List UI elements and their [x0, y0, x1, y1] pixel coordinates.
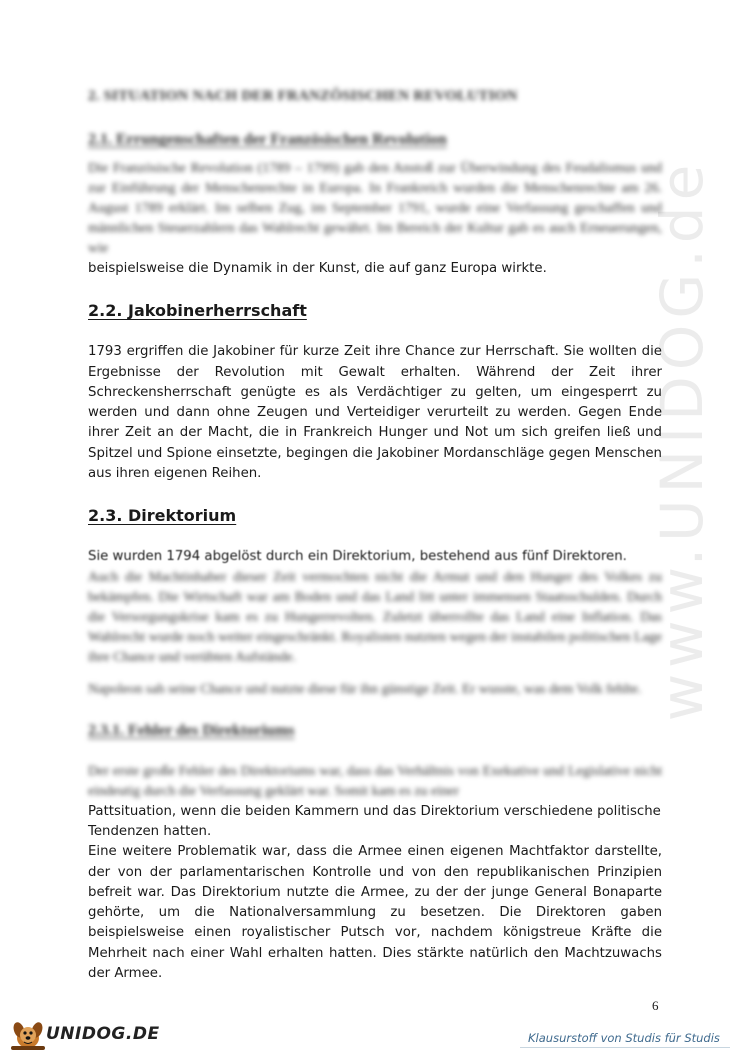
heading-jakobinerherrschaft: 2.2. Jakobinerherrschaft [88, 301, 307, 321]
heading-fehler-direktorium: 2.3.1. Fehler des Direktoriums [88, 721, 295, 739]
paragraph-errungenschaften-blurred: Die Französische Revolution (1789 – 1799) gab den Anstoß zur Überwindung des Feudalismus und zur Einführung der Menschenrechte in Europa. In Frankreich wurden die Menschenrechte am 26. August 1789 erklärt. Im selben Zug, im September 1791, wurde eine Verfassung geschaffen und männlichen Steuerzahlern das Wahlrecht gewährt. Im Bereich der Kultur gab es auch Erneuerungen, wie [88, 161, 662, 256]
paragraph-errungenschaften-visible: beispielsweise die Dynamik in der Kunst, die auf ganz Europa wirkte. [88, 261, 547, 276]
watermark: www.UNIDOG.de [648, 158, 716, 722]
page-number: 6 [652, 998, 659, 1013]
section-title: 2. SITUATION NACH DER FRANZÖSISCHEN REVOLUTION [88, 88, 518, 104]
paragraph-armee: Eine weitere Problematik war, dass die Armee einen eigenen Machtfaktor darstellte, der von der parlamentarischen Kontrolle und von den republikanischen Prinzipien befreit war. Das Direktorium nutzte die Armee, zu der der junge General Bonaparte gehörte, um die Nationalversammlung zu besetzen. Die Direktoren gaben beispielsweise einen royalistischer Putsch vor, nachdem königstreue Kräfte die Mehrheit nach einer Wahl erhalten hatten. Dies stärkte natürlich den Machtzuwachs der Armee. [88, 844, 662, 982]
paragraph-napoleon-blurred: Napoleon sah seine Chance und nutzte diese für ihn günstige Zeit. Er wusste, was dem Volk fehlte. [88, 681, 642, 697]
footer-divider [520, 1047, 730, 1048]
logo-text: UNIDOG.DE [46, 1024, 160, 1044]
paragraph-jakobinerherrschaft: 1793 ergriffen die Jakobiner für kurze Zeit ihre Chance zur Herrschaft. Sie wollten die Ergebnisse der Revolution mit Gewalt erhalten. Während der Zeit ihrer Schreckensherrschaft genügte es als Verdächtiger zu gelten, um eingesperrt zu werden und dann ohne Zeugen und Verteidiger verurteilt zu werden. Gegen Ende ihrer Zeit an der Macht, die in Frankreich Hunger und Not um sich greifen ließ und Spitzel und Spione einsetzte, begingen die Jakobiner Mordanschläge gegen Menschen aus ihren eigenen Reihen. [88, 344, 662, 482]
dog-icon [8, 1016, 48, 1052]
paragraph-direktorium-visible: Sie wurden 1794 abgelöst durch ein Direktorium, bestehend aus fünf Direktoren. [88, 549, 627, 565]
paragraph-direktorium-blurred: Auch die Machtinhaber dieser Zeit vermochten nicht die Armut und den Hunger des Volkes zu bekämpfen. Die Wirtschaft war am Boden und das Land litt unter immensen Staatsschulden. Durch die Versorgungskrise kam es zu Hungerrevolten. Zuletzt überrollte das Land eine Inflation. Das Wahlrecht wurde noch weiter eingeschränkt. Royalisten nutzten wegen der instabilen politischen Lage ihre Chance und verübten Aufstände. [88, 569, 662, 665]
heading-direktorium: 2.3. Direktorium [88, 506, 237, 526]
page-content [88, 88, 662, 984]
footer-logo[interactable] [8, 1016, 160, 1052]
heading-errungenschaften: 2.1. Errungenschaften der Französischen Revolution [88, 131, 447, 148]
paragraph-fehler-blurred: Der erste große Fehler des Direktoriums war, dass das Verhältnis von Exekutive und Legislative nicht eindeutig durch die Verfassung geklärt war. Somit kam es zu einer [88, 763, 662, 799]
paragraph-fehler-visible: Pattsituation, wenn die beiden Kammern und das Direktorium verschiedene politische Tendenzen hatten. [88, 803, 661, 839]
footer-slogan: Klausurstoff von Studis für Studis [528, 1031, 720, 1045]
